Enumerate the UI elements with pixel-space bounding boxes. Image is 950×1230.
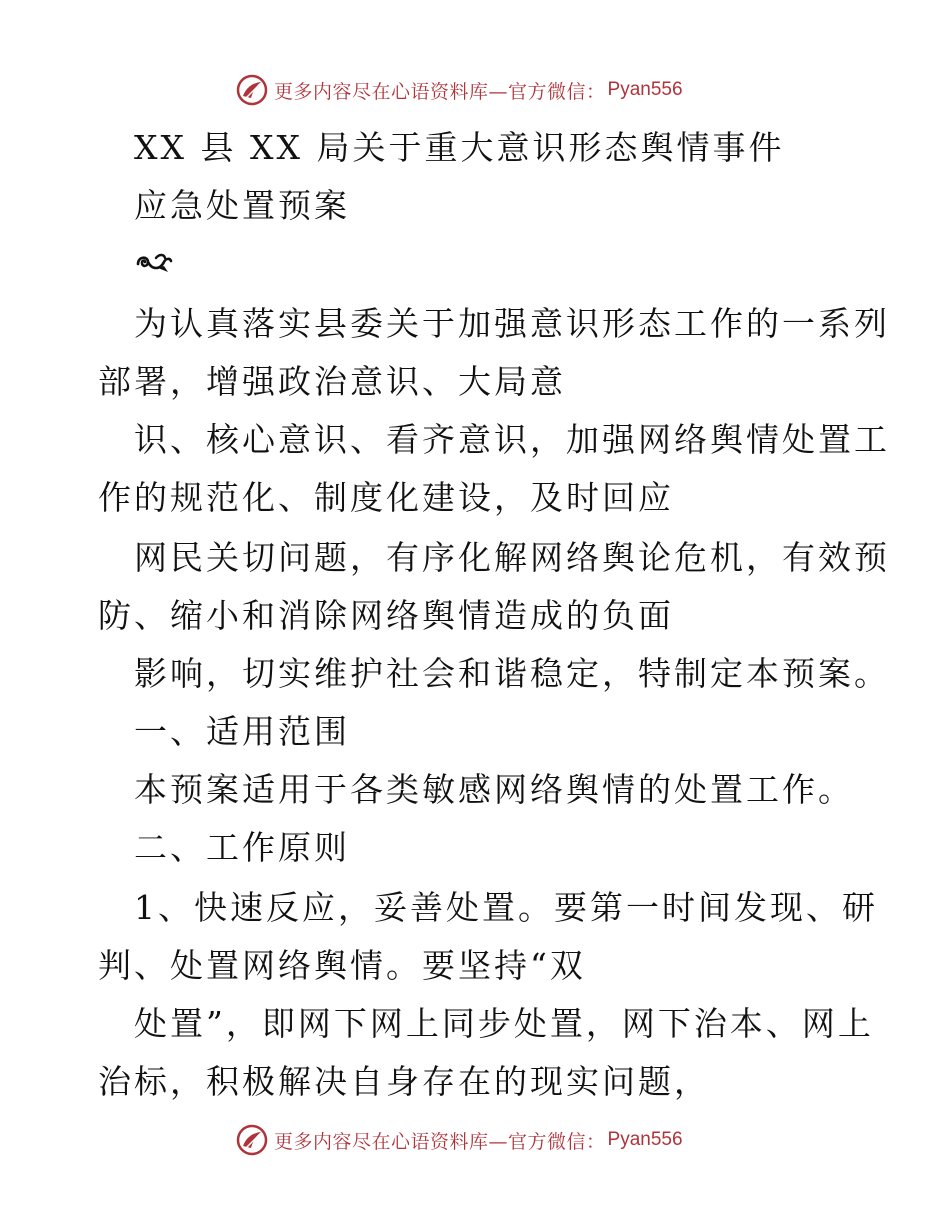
watermark-wechat-id: Pyan556: [607, 1129, 683, 1150]
document-title-line-1: XX 县 XX 局关于重大意识形态舆情事件: [134, 128, 785, 167]
watermark-wechat-id: Pyan556: [607, 79, 683, 100]
footer-watermark: [236, 1122, 683, 1158]
section-heading-principles: 二、工作原则: [134, 828, 350, 867]
body-line-principle-1: 1、快速反应，妥善处置。要第一时间发现、研: [134, 888, 878, 927]
body-line-2: 部署，增强政治意识、大局意: [98, 362, 566, 401]
scroll-flourish-icon: [134, 248, 174, 278]
brand-logo-icon: [236, 1124, 268, 1156]
header-watermark: [236, 72, 683, 108]
body-line-principle-3: 处置”，即网下网上同步处置，网下治本、网上: [134, 1004, 874, 1043]
body-line-principle-4: 治标，积极解决自身存在的现实问题，: [98, 1062, 710, 1101]
watermark-text: 更多内容尽在心语资料库—官方微信：: [274, 1130, 606, 1153]
body-line-principle-2: 判、处置网络舆情。要坚持“双: [98, 946, 586, 985]
document-title-line-2: 应急处置预案: [134, 186, 350, 225]
watermark-text: 更多内容尽在心语资料库—官方微信：: [274, 80, 606, 103]
body-line-5: 网民关切问题，有序化解网络舆论危机，有效预: [134, 538, 890, 577]
body-line-3: 识、核心意识、看齐意识，加强网络舆情处置工: [134, 420, 890, 459]
brand-logo-icon: [236, 74, 268, 106]
body-line-1: 为认真落实县委关于加强意识形态工作的一系列: [134, 304, 890, 343]
body-line-scope: 本预案适用于各类敏感网络舆情的处置工作。: [134, 770, 854, 809]
body-line-7: 影响，切实维护社会和谐稳定，特制定本预案。: [134, 654, 890, 693]
body-line-4: 作的规范化、制度化建设，及时回应: [98, 478, 674, 517]
section-heading-scope: 一、适用范围: [134, 712, 350, 751]
body-line-6: 防、缩小和消除网络舆情造成的负面: [98, 596, 674, 635]
